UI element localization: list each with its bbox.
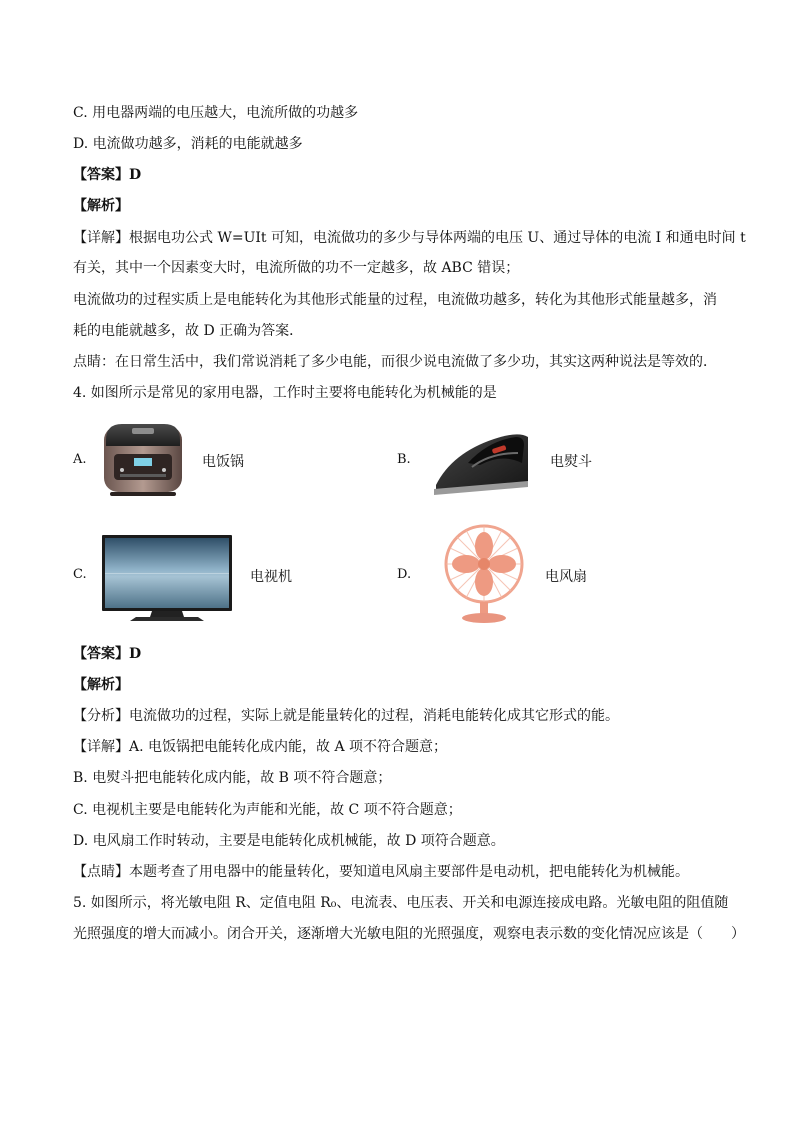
q3-detail-line-4: 耗的电能就越多，故 D 正确为答案． xyxy=(73,323,304,339)
q4-detail-a: 【详解】A. 电饭锅把电能转化成内能，故 A 项不符合题意； xyxy=(73,739,448,755)
q4-option-b-caption: 电熨斗 xyxy=(550,454,592,470)
q4-option-d-label: D. xyxy=(397,567,412,582)
q4-option-a-label: A. xyxy=(73,452,87,467)
q4-analysis-heading: 【解析】 xyxy=(73,677,129,693)
q4-option-c-caption: 电视机 xyxy=(250,569,292,585)
q3-detail-line-1: 【详解】根据电功公式 W=UIt 可知，电流做功的多少与导体两端的电压 U、通过导体的电流 I 和通电时间 t xyxy=(73,230,746,246)
q4-answer: 【答案】D xyxy=(73,646,142,662)
q4-option-c-label: C. xyxy=(73,567,87,582)
q4-option-a-caption: 电饭锅 xyxy=(202,454,244,470)
q4-detail-d: D. 电风扇工作时转动，主要是电能转化成机械能，故 D 项符合题意。 xyxy=(73,833,505,849)
q4-detail-b: B. 电熨斗把电能转化成内能，故 B 项不符合题意； xyxy=(73,770,392,786)
q4-option-b-label: B. xyxy=(397,452,411,467)
q3-analysis-heading: 【解析】 xyxy=(73,198,129,214)
q3-option-c: C. 用电器两端的电压越大，电流所做的功越多 xyxy=(73,105,359,121)
q5-stem-line-2: 光照强度的增大而减小。闭合开关，逐渐增大光敏电阻的光照强度，观察电表示数的变化情况应该是（ ） xyxy=(73,926,745,942)
q4-stem: 4. 如图所示是常见的家用电器，工作时主要将电能转化为机械能的是 xyxy=(73,385,497,401)
q3-detail-line-2: 有关，其中一个因素变大时，电流所做的功不一定越多，故 ABC 错误； xyxy=(73,260,520,276)
iron-image xyxy=(432,423,532,499)
tv-image xyxy=(92,533,238,631)
q3-comment: 点睛：在日常生活中，我们常说消耗了多少电能，而很少说电流做了多少功，其实这两种说法是等效的． xyxy=(73,354,717,370)
rice-cooker-image xyxy=(98,418,188,500)
q3-answer: 【答案】D xyxy=(73,167,142,183)
fan-image xyxy=(436,524,532,624)
q3-detail-line-3: 电流做功的过程实质上是电能转化为其他形式能量的过程，电流做功越多，转化为其他形式能量越多，消 xyxy=(73,292,717,308)
q5-stem-line-1: 5. 如图所示，将光敏电阻 R、定值电阻 R₀、电流表、电压表、开关和电源连接成电路。光敏电阻的阻值随 xyxy=(73,895,729,911)
q3-option-d: D. 电流做功越多，消耗的电能就越多 xyxy=(73,136,303,152)
q4-analysis: 【分析】电流做功的过程，实际上就是能量转化的过程，消耗电能转化成其它形式的能。 xyxy=(73,708,619,724)
q4-option-d-caption: 电风扇 xyxy=(545,569,587,585)
q4-detail-c: C. 电视机主要是电能转化为声能和光能，故 C 项不符合题意； xyxy=(73,802,462,818)
q4-comment: 【点睛】本题考查了用电器中的能量转化，要知道电风扇主要部件是电动机，把电能转化为机械能。 xyxy=(73,864,689,880)
